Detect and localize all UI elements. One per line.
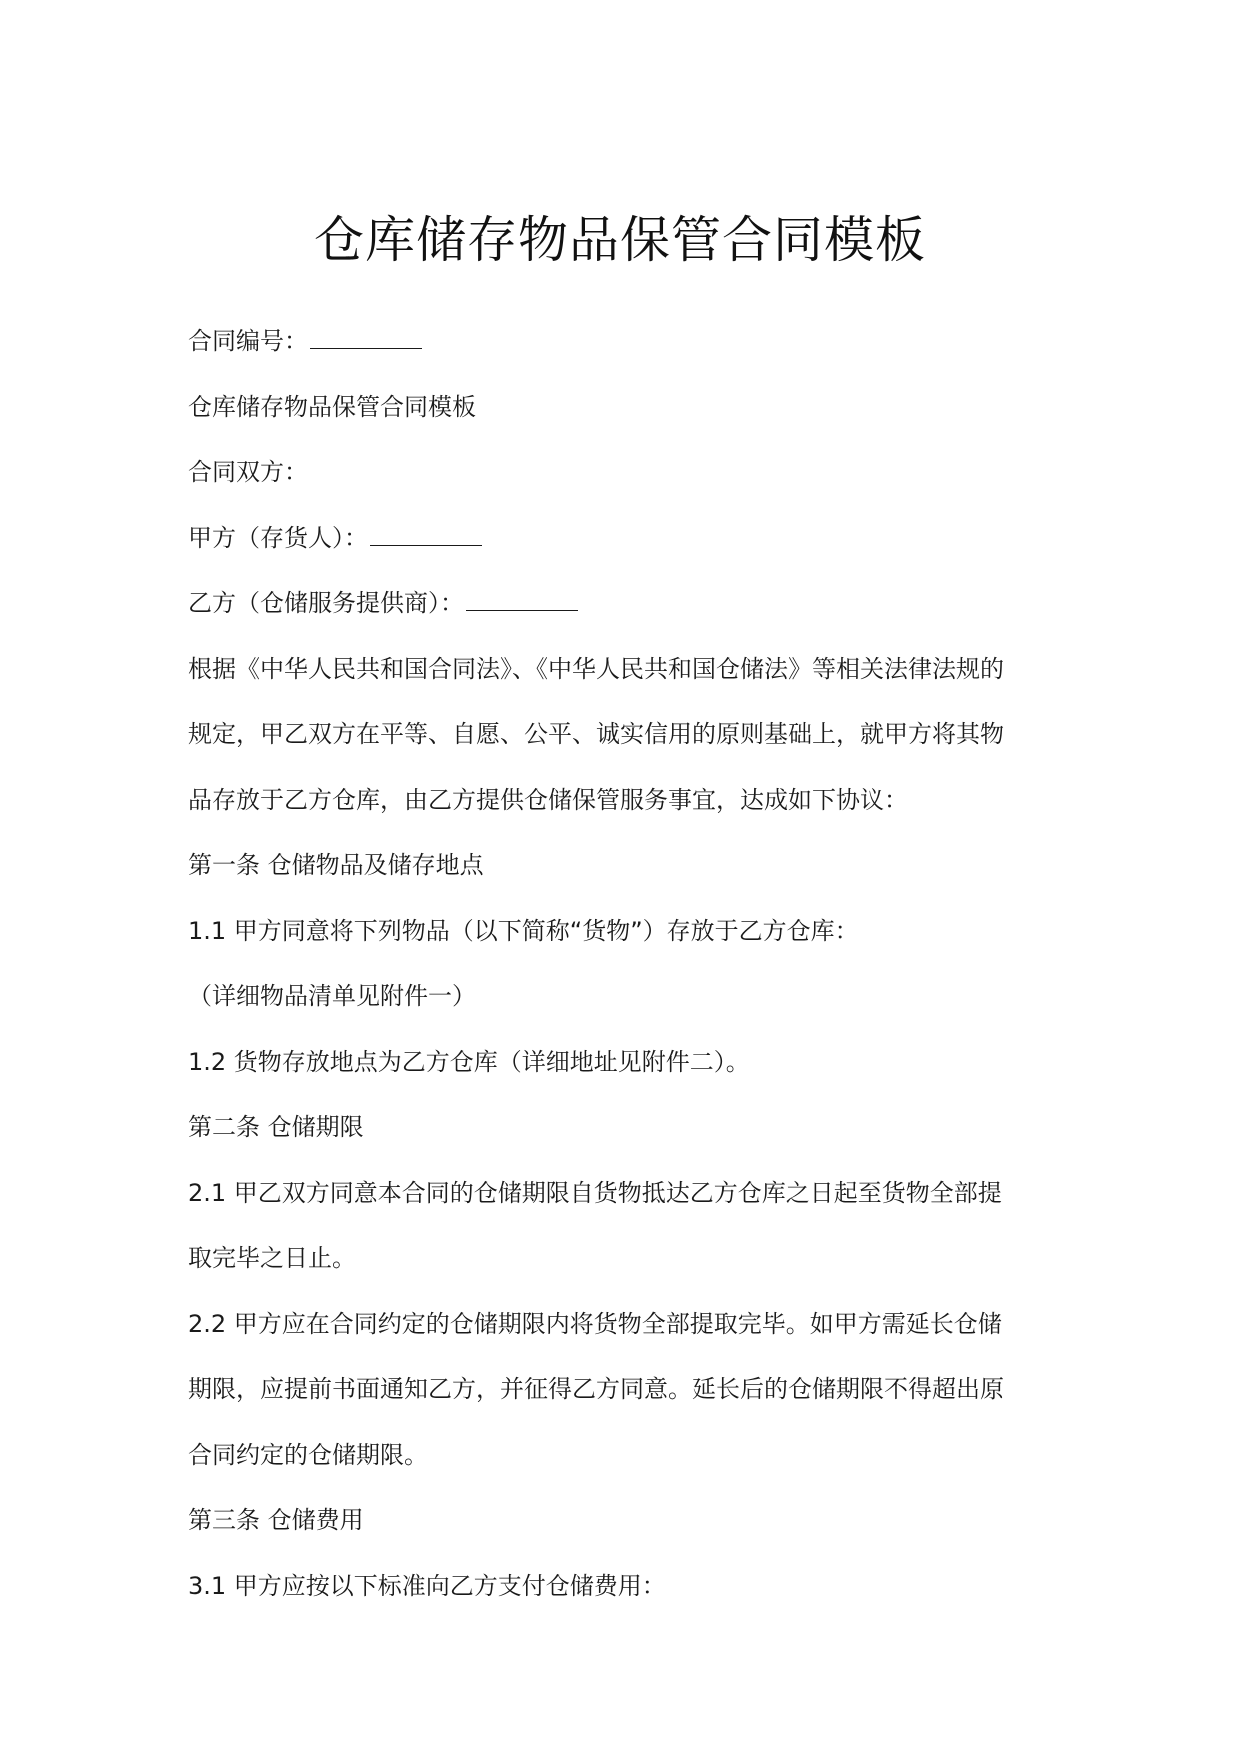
party-b-line (188, 582, 1048, 648)
clause-2-1-line: 取完毕之日止。 (188, 1244, 356, 1272)
parties-heading: 合同双方： (188, 458, 308, 486)
article-1-heading: 第一条 仓储物品及储存地点 (188, 851, 484, 879)
clause-2-2-line: 合同约定的仓储期限。 (188, 1440, 428, 1469)
article-3-heading: 第三条 仓储费用 (188, 1506, 364, 1534)
clause-2-1-line: 2.1 甲乙双方同意本合同的仓储期限自货物抵达乙方仓库之日起至货物全部提 (188, 1178, 1002, 1207)
contract-number-blank (310, 322, 422, 349)
party-a-label: 甲方（存货人）： (188, 523, 368, 552)
party-a-blank (370, 519, 482, 546)
clause-1-1: 1.1 甲方同意将下列物品（以下简称“货物”）存放于乙方仓库： (188, 916, 859, 945)
document-body (188, 320, 1048, 1630)
clause-1-2: 1.2 货物存放地点为乙方仓库（详细地址见附件二）。 (188, 1047, 750, 1076)
preamble-line: 品存放于乙方仓库，由乙方提供仓储保管服务事宜，达成如下协议： (188, 785, 908, 814)
contract-number-label: 合同编号： (188, 327, 308, 355)
document-subtitle: 仓库储存物品保管合同模板 (188, 392, 476, 421)
preamble-line: 根据《中华人民共和国合同法》、《中华人民共和国仓储法》等相关法律法规的 (188, 654, 1004, 683)
party-b-label: 乙方（仓储服务提供商）： (188, 589, 464, 617)
clause-2-2-line: 2.2 甲方应在合同约定的仓储期限内将货物全部提取完毕。如甲方需延长仓储 (188, 1309, 1002, 1338)
document-title: 仓库储存物品保管合同模板 (314, 211, 926, 269)
clause-2-2-line: 期限，应提前书面通知乙方，并征得乙方同意。延长后的仓储期限不得超出原 (188, 1375, 1004, 1403)
article-2-heading: 第二条 仓储期限 (188, 1113, 364, 1141)
clause-1-1-note: （详细物品清单见附件一） (188, 982, 476, 1010)
preamble-line: 规定，甲乙双方在平等、自愿、公平、诚实信用的原则基础上，就甲方将其物 (188, 720, 1004, 748)
contract-number-line (188, 320, 1048, 386)
party-a-line (188, 517, 1048, 583)
clause-3-1: 3.1 甲方应按以下标准向乙方支付仓储费用： (188, 1571, 666, 1600)
party-b-blank (466, 584, 578, 611)
